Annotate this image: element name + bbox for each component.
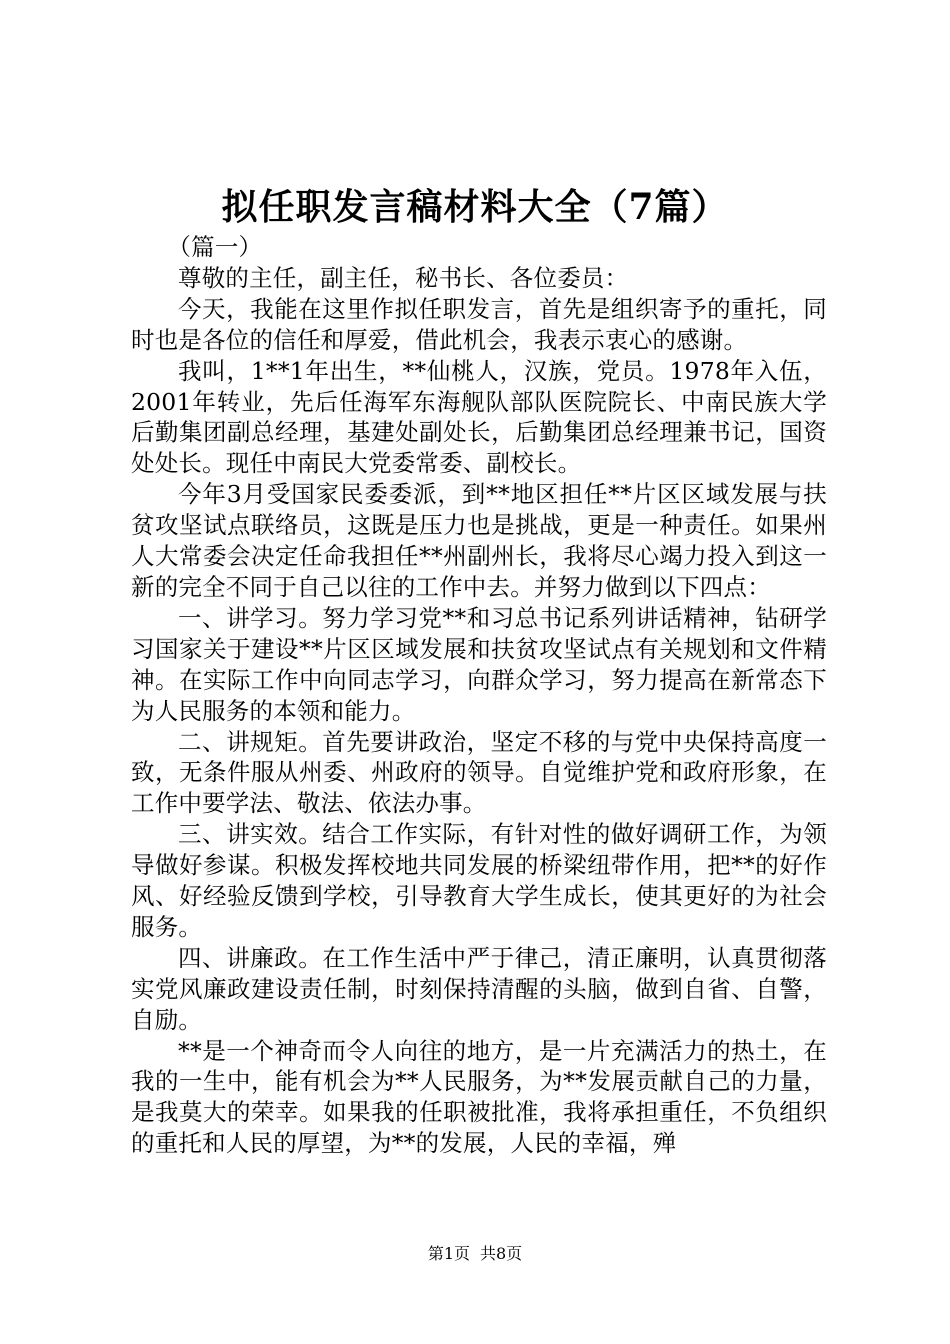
body-paragraph: 今年3月受国家民委委派，到**地区担任**片区区域发展与扶贫攻坚试点联络员，这既是压力也是挑战，更是一种责任。如果州人大常委会决定任命我担任**州副州长，我将尽心竭力投入到这一新的完全不同于自己以往的工作中去。并努力做到以下四点： bbox=[131, 480, 827, 601]
document-body bbox=[131, 232, 827, 1159]
page-number: 第1页 bbox=[427, 1244, 470, 1263]
body-paragraph: 四、讲廉政。在工作生活中严于律己，清正廉明，认真贯彻落实党风廉政建设责任制，时刻保持清醒的头脑，做到自省、自警，自励。 bbox=[131, 943, 827, 1034]
document-title: 拟任职发言稿材料大全（7篇） bbox=[221, 186, 729, 228]
body-paragraph: 三、讲实效。结合工作实际，有针对性的做好调研工作，为领导做好参谋。积极发挥校地共同发展的桥梁纽带作用，把**的好作风、好经验反馈到学校，引导教育大学生成长，使其更好的为社会服务。 bbox=[131, 820, 827, 941]
body-paragraph: **是一个神奇而令人向往的地方，是一片充满活力的热土，在我的一生中，能有机会为**人民服务，为**发展贡献自己的力量，是我莫大的荣幸。如果我的任职被批准，我将承担重任，不负组织的重托和人民的厚望，为**的发展，人民的幸福，殚 bbox=[131, 1036, 827, 1158]
page-total: 共8页 bbox=[480, 1244, 523, 1263]
body-paragraph: 一、讲学习。努力学习党**和习总书记系列讲话精神，钻研学习国家关于建设**片区区域发展和扶贫攻坚试点有关规划和文件精神。在实际工作中向同志学习，向群众学习，努力提高在新常态下为人民服务的本领和能力。 bbox=[131, 603, 827, 725]
body-paragraph: 我叫，1**1年出生，**仙桃人，汉族，党员。1978年入伍，2001年转业，先后任海军东海舰队部队医院院长、中南民族大学后勤集团副总经理，基建处副处长，后勤集团总经理兼书记，国资处处长。现任中南民大党委常委、副校长。 bbox=[131, 356, 827, 478]
section-label: （篇一） bbox=[167, 233, 263, 261]
body-paragraph: 今天，我能在这里作拟任职发言，首先是组织寄予的重托，同时也是各位的信任和厚爱，借此机会，我表示衷心的感谢。 bbox=[131, 294, 827, 354]
body-paragraph: 二、讲规矩。首先要讲政治，坚定不移的与党中央保持高度一致，无条件服从州委、州政府的领导。自觉维护党和政府形象，在工作中要学法、敬法、依法办事。 bbox=[131, 727, 827, 818]
page-footer bbox=[0, 1243, 950, 1265]
salutation-paragraph: 尊敬的主任，副主任，秘书长、各位委员： bbox=[178, 263, 629, 292]
